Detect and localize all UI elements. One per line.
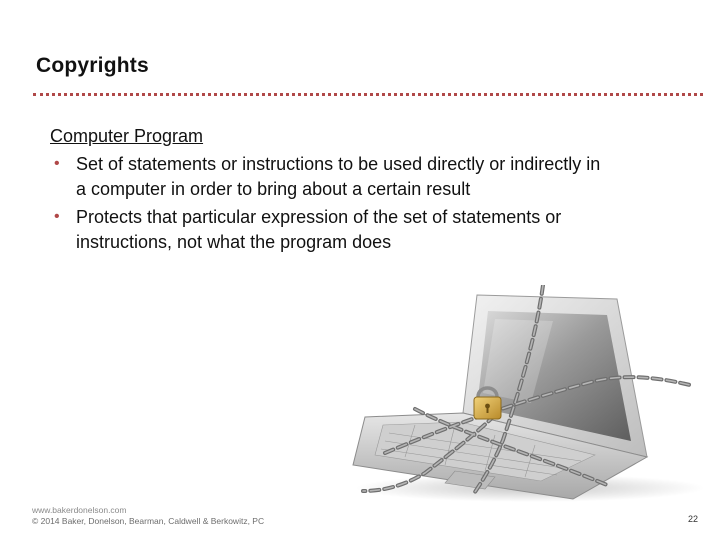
footer-copyright: © 2014 Baker, Donelson, Bearman, Caldwell & Berkowitz, PC	[32, 516, 265, 526]
page-number: 22	[687, 514, 698, 524]
bullet-item	[50, 152, 610, 201]
bullet-list	[50, 152, 610, 254]
bullet-text: Protects that particular expression of the set of statements or instructions, not what the program does	[76, 207, 562, 252]
bullet-dot-icon: •	[54, 208, 60, 225]
slide-content	[50, 124, 610, 258]
title-divider	[33, 93, 703, 96]
slide-title: Copyrights	[36, 54, 149, 77]
bullet-item	[50, 205, 610, 254]
bullet-text: Set of statements or instructions to be used directly or indirectly in a computer in order to bring about a certain result	[76, 154, 601, 199]
bullet-dot-icon: •	[54, 155, 60, 172]
section-heading: Computer Program	[50, 126, 204, 146]
footer-url: www.bakerdonelson.com	[32, 505, 127, 515]
chained-laptop-icon	[345, 285, 710, 505]
